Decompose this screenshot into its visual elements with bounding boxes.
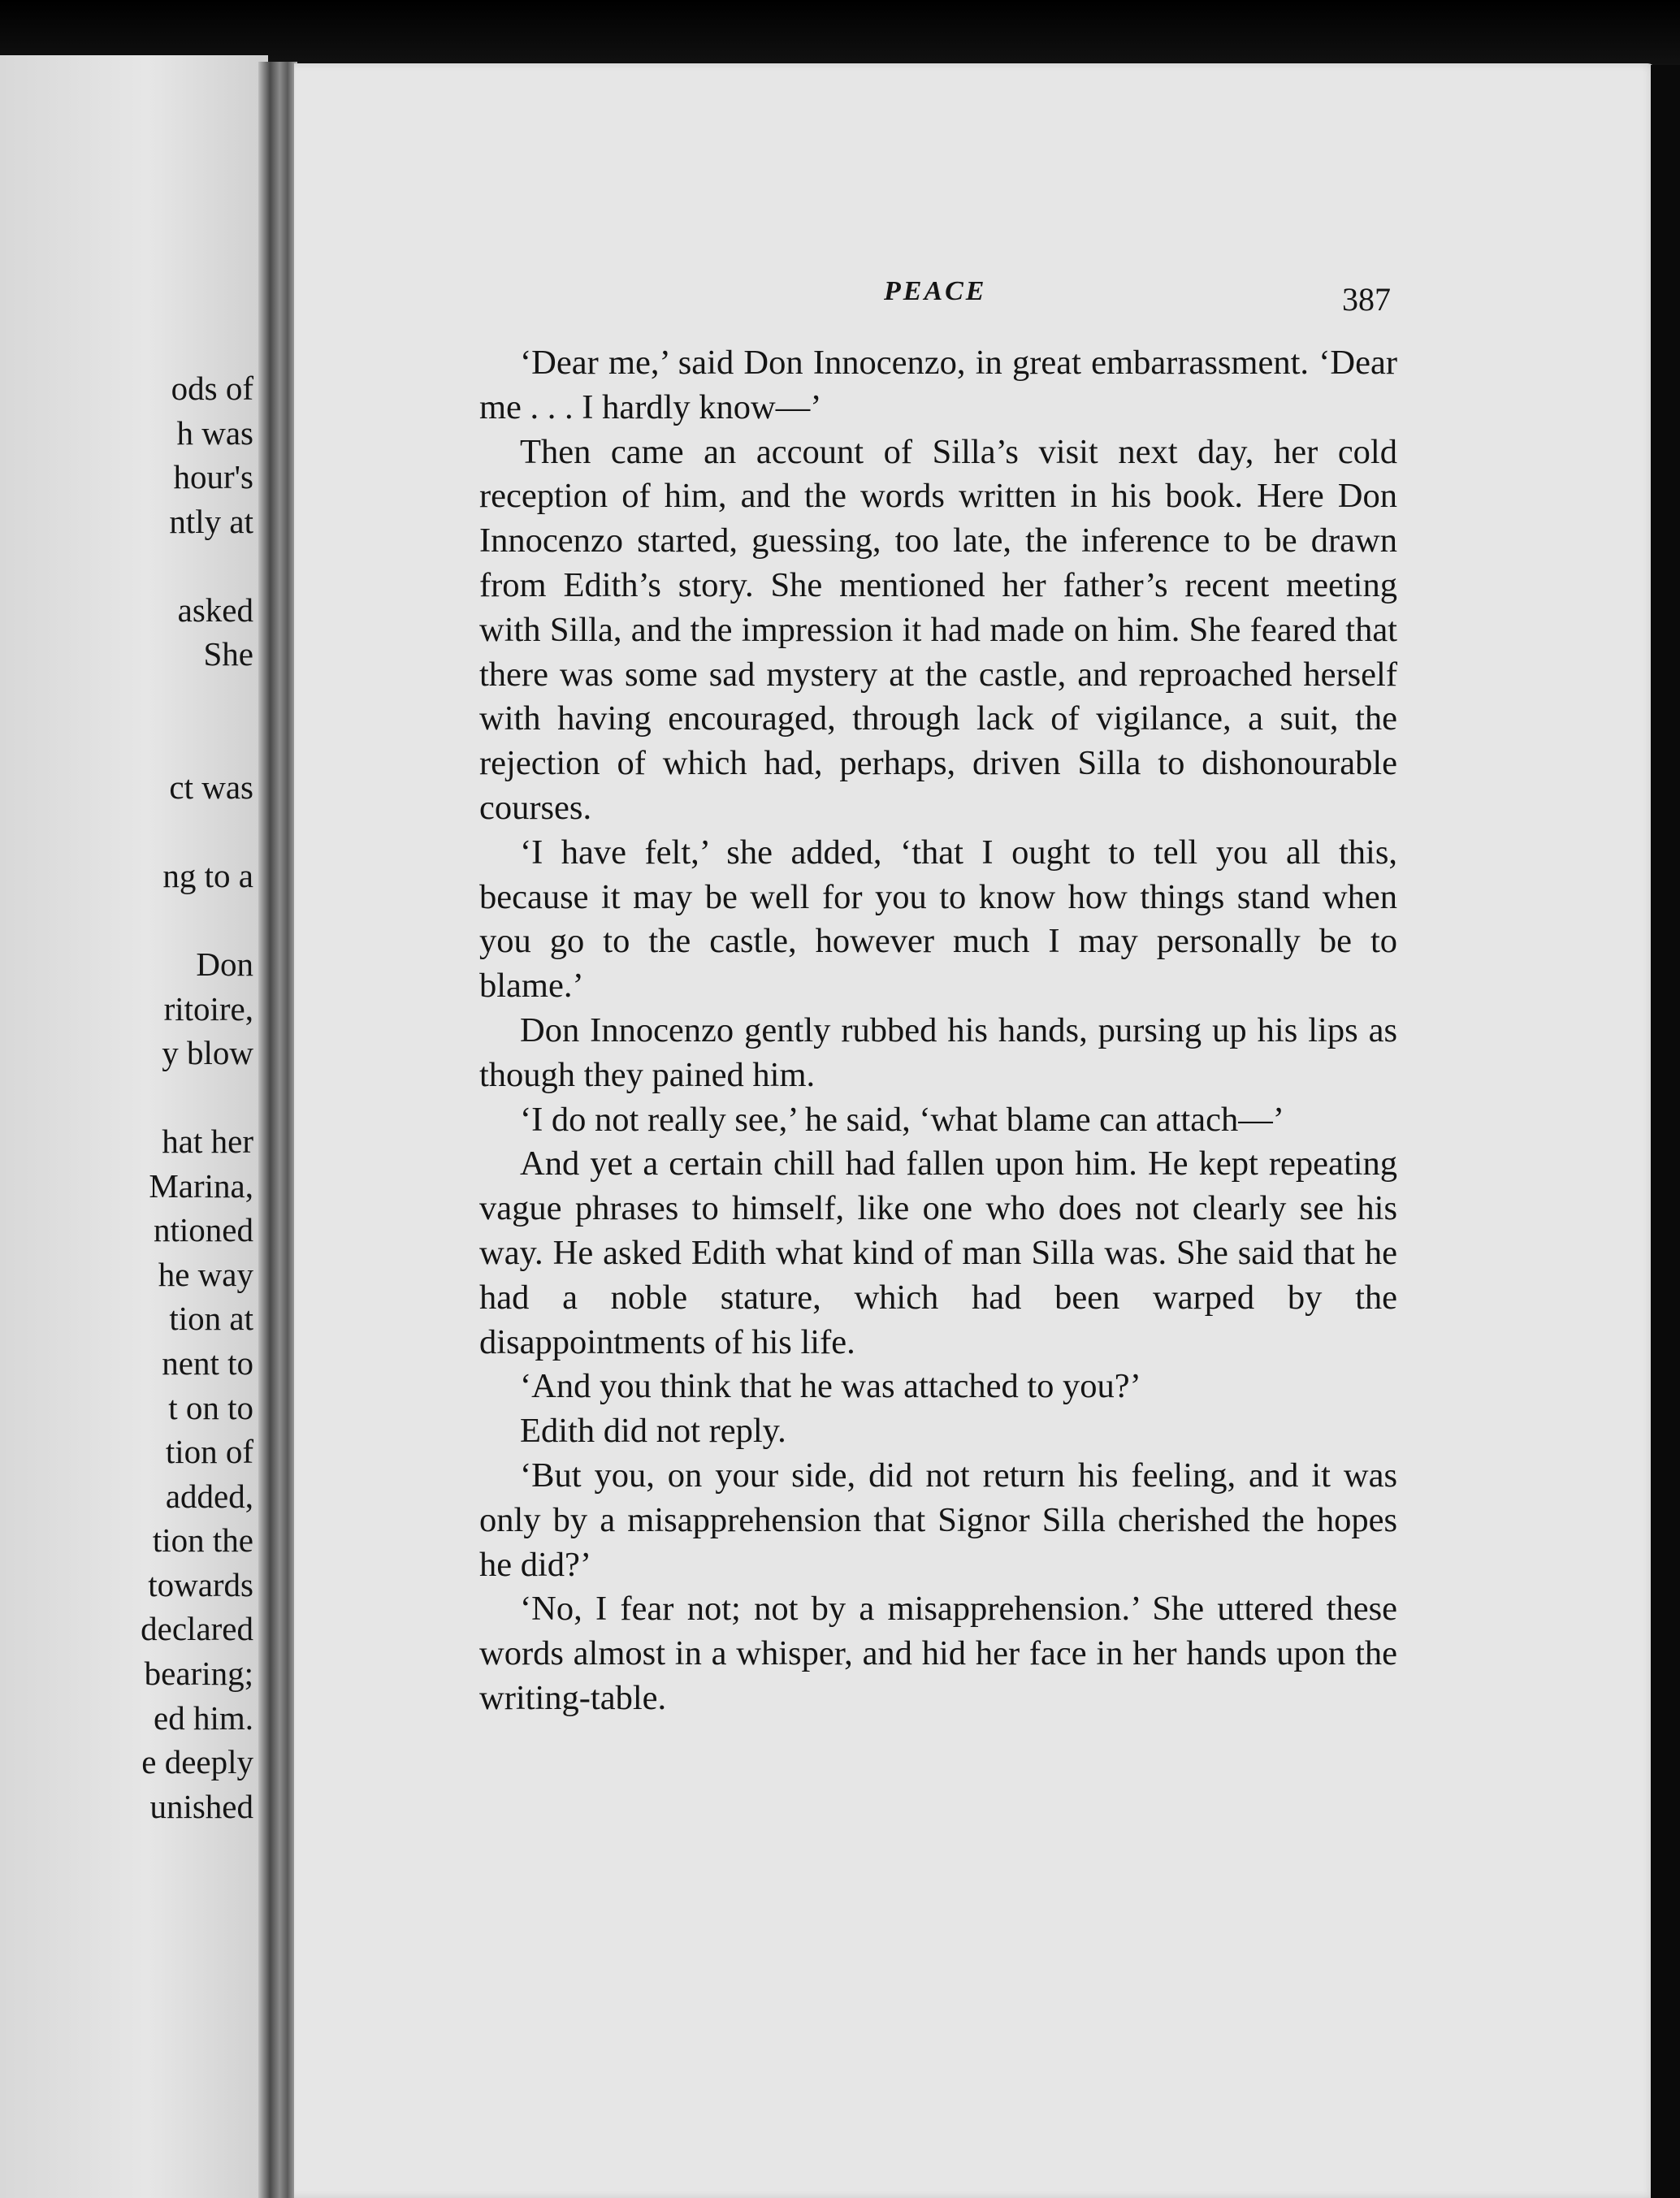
paragraph: ‘I do not really see,’ he said, ‘what blame can attach—’ <box>520 1100 1284 1139</box>
left-page-line: asked <box>177 591 253 629</box>
left-page-line: t on to <box>168 1389 253 1426</box>
left-page-line: She <box>203 635 253 673</box>
left-page-line: unished <box>149 1788 253 1825</box>
paragraph: Edith did not reply. <box>520 1412 786 1451</box>
left-page-line: y blow <box>162 1034 253 1071</box>
left-page-line: declared <box>141 1610 253 1647</box>
left-page-line: ntly at <box>169 503 253 540</box>
left-page-line: hat her <box>162 1123 253 1160</box>
left-page-line: e deeply <box>141 1743 253 1780</box>
left-page-line: h was <box>176 414 253 452</box>
left-page-line: ng to a <box>162 857 253 894</box>
left-page-line: Marina, <box>149 1167 253 1205</box>
left-page <box>0 55 268 2198</box>
left-page-line: added, <box>165 1478 253 1515</box>
left-page-line: tion of <box>165 1433 253 1470</box>
left-page-line: bearing; <box>144 1655 253 1692</box>
running-head: PEACE <box>884 276 987 306</box>
paragraph: ‘But you, on your side, did not return his feeling, and it was only by a misapprehension that Signor Silla cherished the hopes he did?’ <box>479 1456 1397 1584</box>
left-page-line: tion the <box>152 1521 253 1559</box>
book-gutter <box>258 62 297 2198</box>
paragraph: ‘Dear me,’ said Don Innocenzo, in great embarrassment. ‘Dear me . . . I hardly know—’ <box>479 344 1397 426</box>
left-page-line: nent to <box>162 1344 253 1382</box>
left-page-line: ntioned <box>154 1211 253 1248</box>
scan-right-edge <box>1651 65 1680 2198</box>
paragraph: ‘I have felt,’ she added, ‘that I ought to tell you all this, because it may be well for you to know how things stand when you go to the castle, however much I may personally be to blame.’ <box>479 833 1397 1006</box>
left-page-line: towards <box>148 1566 253 1603</box>
left-page-line: tion at <box>169 1300 253 1337</box>
paragraph: And yet a certain chill had fallen upon him. He kept repeating vague phrases to himself, like one who does not clearly see his way. He asked Edith what kind of man Silla was. She said that he had a noble stature, which had been warped by the disappointments of his life. <box>479 1144 1397 1361</box>
left-page-line: ods of <box>171 370 253 407</box>
left-page-line: ritoire, <box>163 990 253 1028</box>
left-page-line: Don <box>196 945 253 983</box>
paragraph: Don Innocenzo gently rubbed his hands, pursing up his lips as though they pained him. <box>479 1010 1397 1094</box>
left-page-line: he way <box>158 1256 253 1293</box>
page-number: 387 <box>1342 281 1391 318</box>
paragraph: Then came an account of Silla’s visit next day, her cold reception of him, and the words written in his book. Here Don Innocenzo started, guessing, too late, the inference to be drawn from Edith’s story. She mentioned her father’s recent meeting with Silla, and the impression it had made on him. She feared that there was some sad mystery at the castle, and reproached herself with having encouraged, through lack of vigilance, a suit, the rejection of which had, perhaps, driven Silla to dishonourable courses. <box>479 432 1397 827</box>
paragraph: ‘And you think that he was attached to you?’ <box>520 1367 1141 1406</box>
left-page-line: hour's <box>173 458 253 495</box>
left-page-line: ed him. <box>154 1699 253 1737</box>
paragraph: ‘No, I fear not; not by a misapprehension.’ She uttered these words almost in a whisper, and hid her face in her hands upon the writing-table. <box>479 1590 1397 1717</box>
left-page-line: ct was <box>169 768 253 806</box>
page-body-text <box>479 341 1397 1721</box>
